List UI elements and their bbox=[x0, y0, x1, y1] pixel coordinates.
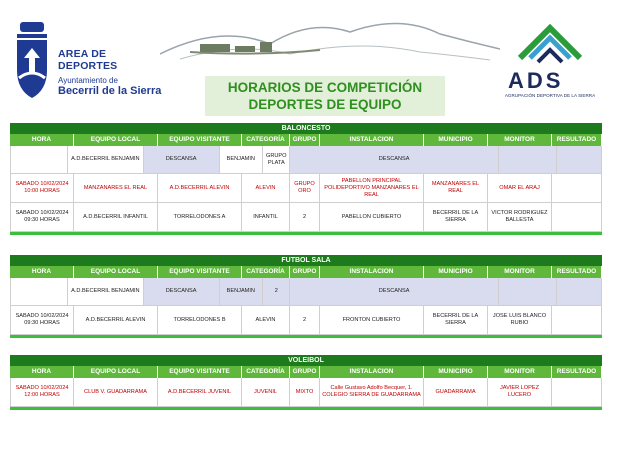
ads-emblem-icon bbox=[500, 18, 600, 68]
cell-monitor: VICTOR RODRIGUEZ BALLESTA bbox=[488, 203, 552, 231]
col-hora: HORA bbox=[10, 266, 74, 278]
col-resultado: RESULTADO bbox=[552, 266, 602, 278]
ads-subtitle: AGRUPACIÓN DEPORTIVA DE LA SIERRA bbox=[504, 93, 596, 98]
cell-hora: SABADO 10/02/2024 09:30 HORAS bbox=[10, 203, 74, 231]
table-header bbox=[10, 134, 602, 146]
col-grupo: GRUPO bbox=[290, 134, 320, 146]
cell-monitor: JAVIER LOPEZ LUCERO bbox=[488, 378, 552, 406]
col-local: EQUIPO LOCAL bbox=[74, 266, 158, 278]
col-visitante: EQUIPO VISITANTE bbox=[158, 266, 242, 278]
cell-grupo: 2 bbox=[290, 203, 320, 231]
cell-grupo: 2 bbox=[290, 306, 320, 334]
col-instalacion: INSTALACION bbox=[320, 266, 424, 278]
cell-local: A.D.BECERRIL BENJAMIN bbox=[68, 278, 144, 305]
cell-categoria: JUVENIL bbox=[242, 378, 290, 406]
col-monitor: MONITOR bbox=[488, 366, 552, 378]
area-deportes-logo bbox=[14, 18, 164, 108]
cell-instalacion: FRONTON CUBIERTO bbox=[320, 306, 424, 334]
table-row bbox=[10, 203, 602, 232]
mountain-illustration bbox=[160, 14, 500, 74]
cell-grupo: GRUPO ORO bbox=[290, 174, 320, 202]
col-categoria: CATEGORÍA bbox=[242, 266, 290, 278]
table-row bbox=[10, 174, 602, 203]
cell-visitante: A.D.BECERRIL ALEVIN bbox=[158, 174, 242, 202]
org-town: Becerril de la Sierra bbox=[58, 85, 162, 97]
cell-hora: SABADO 10/02/2024 09:30 HORAS bbox=[10, 306, 74, 334]
table-row bbox=[10, 306, 602, 335]
cell-visitante: DESCANSA bbox=[144, 146, 220, 173]
cell-instalacion: PABELLON PRINCIPAL POLIDEPORTIVO MANZANARES EL REAL bbox=[320, 174, 424, 202]
cell-resultado bbox=[552, 174, 602, 202]
col-resultado: RESULTADO bbox=[552, 366, 602, 378]
cell-resultado bbox=[557, 278, 602, 305]
section-divider bbox=[10, 335, 602, 338]
title-line-2: DEPORTES DE EQUIPO bbox=[248, 97, 402, 112]
cell-visitante: A.D.BECERRIL JUVENIL bbox=[158, 378, 242, 406]
cell-resultado bbox=[557, 146, 602, 173]
table-header bbox=[10, 266, 602, 278]
table-row bbox=[10, 378, 602, 407]
table-row bbox=[10, 278, 602, 306]
ads-text: ADS bbox=[508, 68, 564, 93]
cell-merged: DESCANSA bbox=[290, 278, 498, 305]
col-monitor: MONITOR bbox=[488, 266, 552, 278]
col-local: EQUIPO LOCAL bbox=[74, 366, 158, 378]
col-resultado: RESULTADO bbox=[552, 134, 602, 146]
cell-categoria: ALEVIN bbox=[242, 306, 290, 334]
cell-hora: SABADO 10/02/2024 10:00 HORAS bbox=[10, 174, 74, 202]
section-divider bbox=[10, 232, 602, 235]
section-title: FUTBOL SALA bbox=[10, 255, 602, 266]
page-title bbox=[205, 76, 445, 116]
cell-merged: DESCANSA bbox=[290, 146, 498, 173]
section-baloncesto bbox=[10, 123, 602, 235]
cell-categoria: ALEVIN bbox=[242, 174, 290, 202]
cell-categoria: BENJAMIN bbox=[220, 146, 264, 173]
section-title: VOLEIBOL bbox=[10, 355, 602, 366]
cell-resultado bbox=[552, 306, 602, 334]
col-municipio: MUNICIPIO bbox=[424, 266, 488, 278]
table-header bbox=[10, 366, 602, 378]
col-visitante: EQUIPO VISITANTE bbox=[158, 134, 242, 146]
org-subtitle: Ayuntamiento de bbox=[58, 76, 118, 85]
col-instalacion: INSTALACION bbox=[320, 366, 424, 378]
cell-municipio: BECERRIL DE LA SIERRA bbox=[424, 306, 488, 334]
col-instalacion: INSTALACION bbox=[320, 134, 424, 146]
col-grupo: GRUPO bbox=[290, 366, 320, 378]
cell-grupo: GRUPO PLATA bbox=[263, 146, 290, 173]
cell-hora: SABADO 10/02/2024 12:00 HORAS bbox=[10, 378, 74, 406]
cell-local: A.D.BECERRIL INFANTIL bbox=[74, 203, 158, 231]
col-monitor: MONITOR bbox=[488, 134, 552, 146]
col-categoria: CATEGORÍA bbox=[242, 134, 290, 146]
cell-visitante: TORRELODONES A bbox=[158, 203, 242, 231]
cell-hora bbox=[10, 146, 68, 173]
cell-municipio: GUADARRAMA bbox=[424, 378, 488, 406]
cell-resultado bbox=[552, 378, 602, 406]
org-title: AREA DE DEPORTES bbox=[58, 48, 118, 72]
section-title: BALONCESTO bbox=[10, 123, 602, 134]
crest-icon bbox=[14, 18, 50, 100]
title-line-1: HORARIOS DE COMPETICIÓN bbox=[227, 80, 423, 95]
cell-municipio: BECERRIL DE LA SIERRA bbox=[424, 203, 488, 231]
col-categoria: CATEGORÍA bbox=[242, 366, 290, 378]
col-visitante: EQUIPO VISITANTE bbox=[158, 366, 242, 378]
cell-visitante: TORRELODONES B bbox=[158, 306, 242, 334]
ads-logo bbox=[500, 18, 600, 108]
cell-categoria: BENJAMIN bbox=[220, 278, 264, 305]
table-row bbox=[10, 146, 602, 174]
cell-instalacion: Calle Gustavo Adolfo Becquer, 1. COLEGIO SIERRA DE GUADARRAMA bbox=[320, 378, 424, 406]
section-voleibol bbox=[10, 355, 602, 410]
cell-hora bbox=[10, 278, 68, 305]
section-futbol-sala bbox=[10, 255, 602, 338]
col-local: EQUIPO LOCAL bbox=[74, 134, 158, 146]
cell-resultado bbox=[552, 203, 602, 231]
cell-local: MANZANARES EL REAL bbox=[74, 174, 158, 202]
cell-visitante: DESCANSA bbox=[144, 278, 220, 305]
section-divider bbox=[10, 407, 602, 410]
cell-categoria: INFANTIL bbox=[242, 203, 290, 231]
cell-grupo: 2 bbox=[263, 278, 290, 305]
cell-monitor bbox=[499, 146, 557, 173]
cell-local: A.D.BECERRIL BENJAMIN bbox=[68, 146, 144, 173]
cell-monitor: JOSE LUIS BLANCO RUBIO bbox=[488, 306, 552, 334]
col-hora: HORA bbox=[10, 366, 74, 378]
cell-local: CLUB V. GUADARRAMA bbox=[74, 378, 158, 406]
col-hora: HORA bbox=[10, 134, 74, 146]
cell-monitor: OMAR EL ARAJ bbox=[488, 174, 552, 202]
col-grupo: GRUPO bbox=[290, 266, 320, 278]
cell-local: A.D.BECERRIL ALEVIN bbox=[74, 306, 158, 334]
cell-instalacion: PABELLON CUBIERTO bbox=[320, 203, 424, 231]
cell-municipio: MANZANARES EL REAL bbox=[424, 174, 488, 202]
col-municipio: MUNICIPIO bbox=[424, 134, 488, 146]
cell-grupo: MIXTO bbox=[290, 378, 320, 406]
cell-monitor bbox=[499, 278, 557, 305]
col-municipio: MUNICIPIO bbox=[424, 366, 488, 378]
